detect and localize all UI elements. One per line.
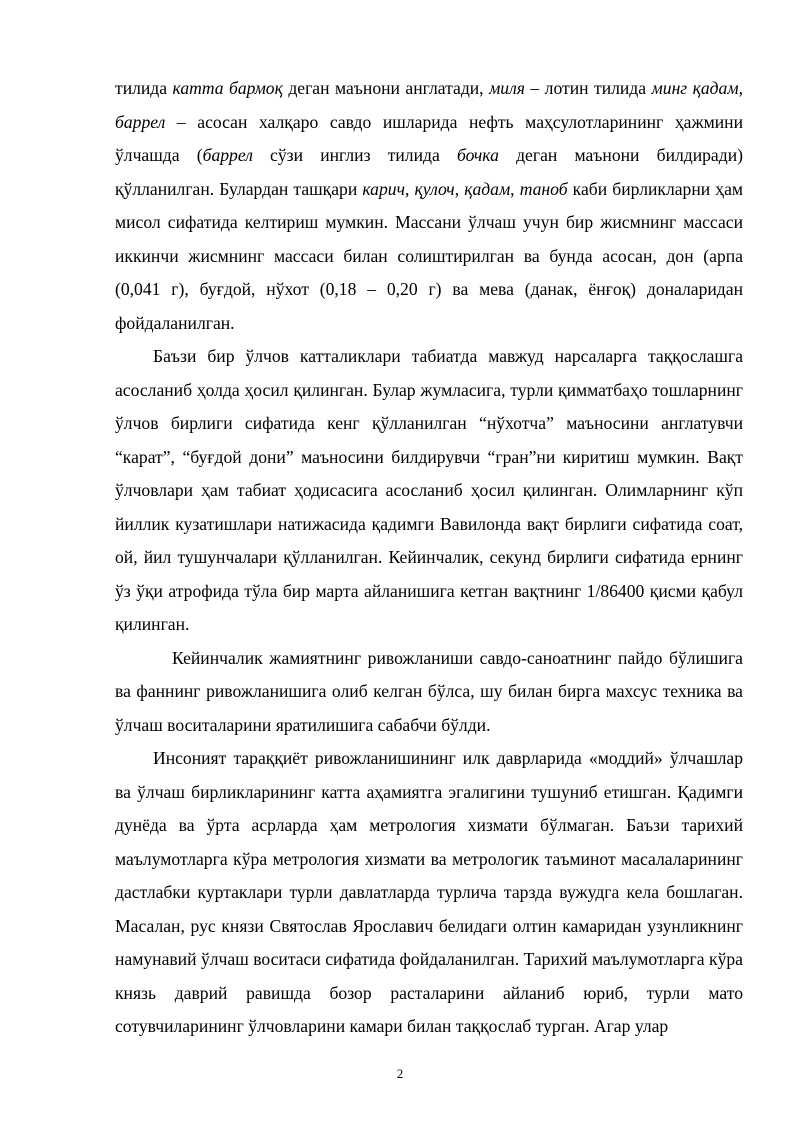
text-segment: , bbox=[738, 78, 743, 98]
italic-term: қадам bbox=[464, 178, 511, 199]
text-segment: деган маънони билдиради) қўлланилган. Булардан ташқари bbox=[115, 145, 743, 199]
text-segment: тилида bbox=[115, 78, 173, 98]
italic-term: баррел bbox=[202, 145, 253, 165]
text-segment: , bbox=[510, 178, 520, 199]
text-segment: , bbox=[404, 178, 415, 199]
text-segment: – лотин тилида bbox=[524, 78, 652, 98]
italic-term: карич bbox=[362, 178, 405, 199]
text-segment: каби бирликларни ҳам мисол сифатида келтириш мумкин. Массани ўлчаш учун бир жисмнинг массаси иккинчи жисмнинг массаси билан солиштирилган ва бунда асосан, дон (арпа (0,041 г), буғдой, нўхот (0,18 – 0,20 г) ва мева (данак, ёнғоқ) доналаридан фойдаланилган. bbox=[115, 178, 744, 333]
paragraph-metrology-history: Инсоният тараққиёт ривожланишининг илк даврларида «моддий» ўлчашлар ва ўлчаш бирликларининг катта аҳамиятга эгалигини тушуниб етишган. Қадимги дунёда ва ўрта асрларда ҳам метрология хизмати бўлмаган. Баъзи тарихий маълумотларга кўра метрология хизмати ва метрологик таъминот масалаларининг дастлабки куртаклари турли давлатларда турлича тарзда вужудга кела бошлаган. Масалан, рус князи Святослав Ярославич белидаги олтин камаридан узунликнинг намунавий ўлчаш воситаси сифатида фойдаланилган. Тарихий маълумотларга кўра князь даврий равишда бозор расталарини айланиб юриб, турли мато сотувчиларининг ўлчовларини камари билан таққослаб турган. Агар улар bbox=[115, 748, 743, 1036]
paragraph-society-development: Кейинчалик жамиятнинг ривожланиши савдо-саноатнинг пайдо бўлишига ва фаннинг ривожланишига олиб келган бўлса, шу билан бирга махсус техника ва ўлчаш воситаларини яратилишига сабабчи бўлди. bbox=[115, 647, 743, 735]
text-segment: сўзи инглиз тилида bbox=[252, 145, 457, 165]
page-number: 2 bbox=[396, 1066, 404, 1081]
paragraph-units-continued bbox=[115, 72, 743, 340]
text-segment: , bbox=[454, 178, 465, 199]
text-segment: – асосан халқаро савдо ишларида нефть маҳсулотларининг ҳажмини ўлчашда ( bbox=[115, 111, 743, 165]
italic-term: катта бармоқ bbox=[172, 78, 283, 98]
italic-term: таноб bbox=[519, 178, 568, 199]
text-segment: деган маънони англатади, bbox=[282, 78, 490, 98]
italic-term: бочка bbox=[456, 145, 499, 165]
document-page bbox=[115, 72, 743, 1044]
italic-term: қулоч bbox=[414, 178, 455, 199]
italic-term: миля bbox=[489, 78, 525, 98]
paragraph-natural-units: Баъзи бир ўлчов катталиклари табиатда мавжуд нарсаларга таққослашга асосланиб ҳолда ҳосил қилинган. Булар жумласига, турли қимматбаҳо тошларнинг ўлчов бирлиги сифатида кенг қўлланилган “нўхотча” маъносини англатувчи “карат”, “буғдой дони” маъносини билдирувчи “гран”ни киритиш мумкин. Вақт ўлчовлари ҳам табиат ҳодисасига асосланиб ҳосил қилинган. Олимларнинг кўп йиллик кузатишлари натижасида қадимги Вавилонда вақт бирлиги сифатида соат, ой, йил тушунчалари қўлланилган. Кейинчалик, секунд бирлиги сифатида ернинг ўз ўқи атрофида тўла бир марта айланишига кетган вақтнинг 1/86400 қисми қабул қилинган. bbox=[115, 346, 743, 634]
italic-term: баррел bbox=[115, 111, 166, 132]
italic-term: минг қадам bbox=[651, 78, 739, 98]
